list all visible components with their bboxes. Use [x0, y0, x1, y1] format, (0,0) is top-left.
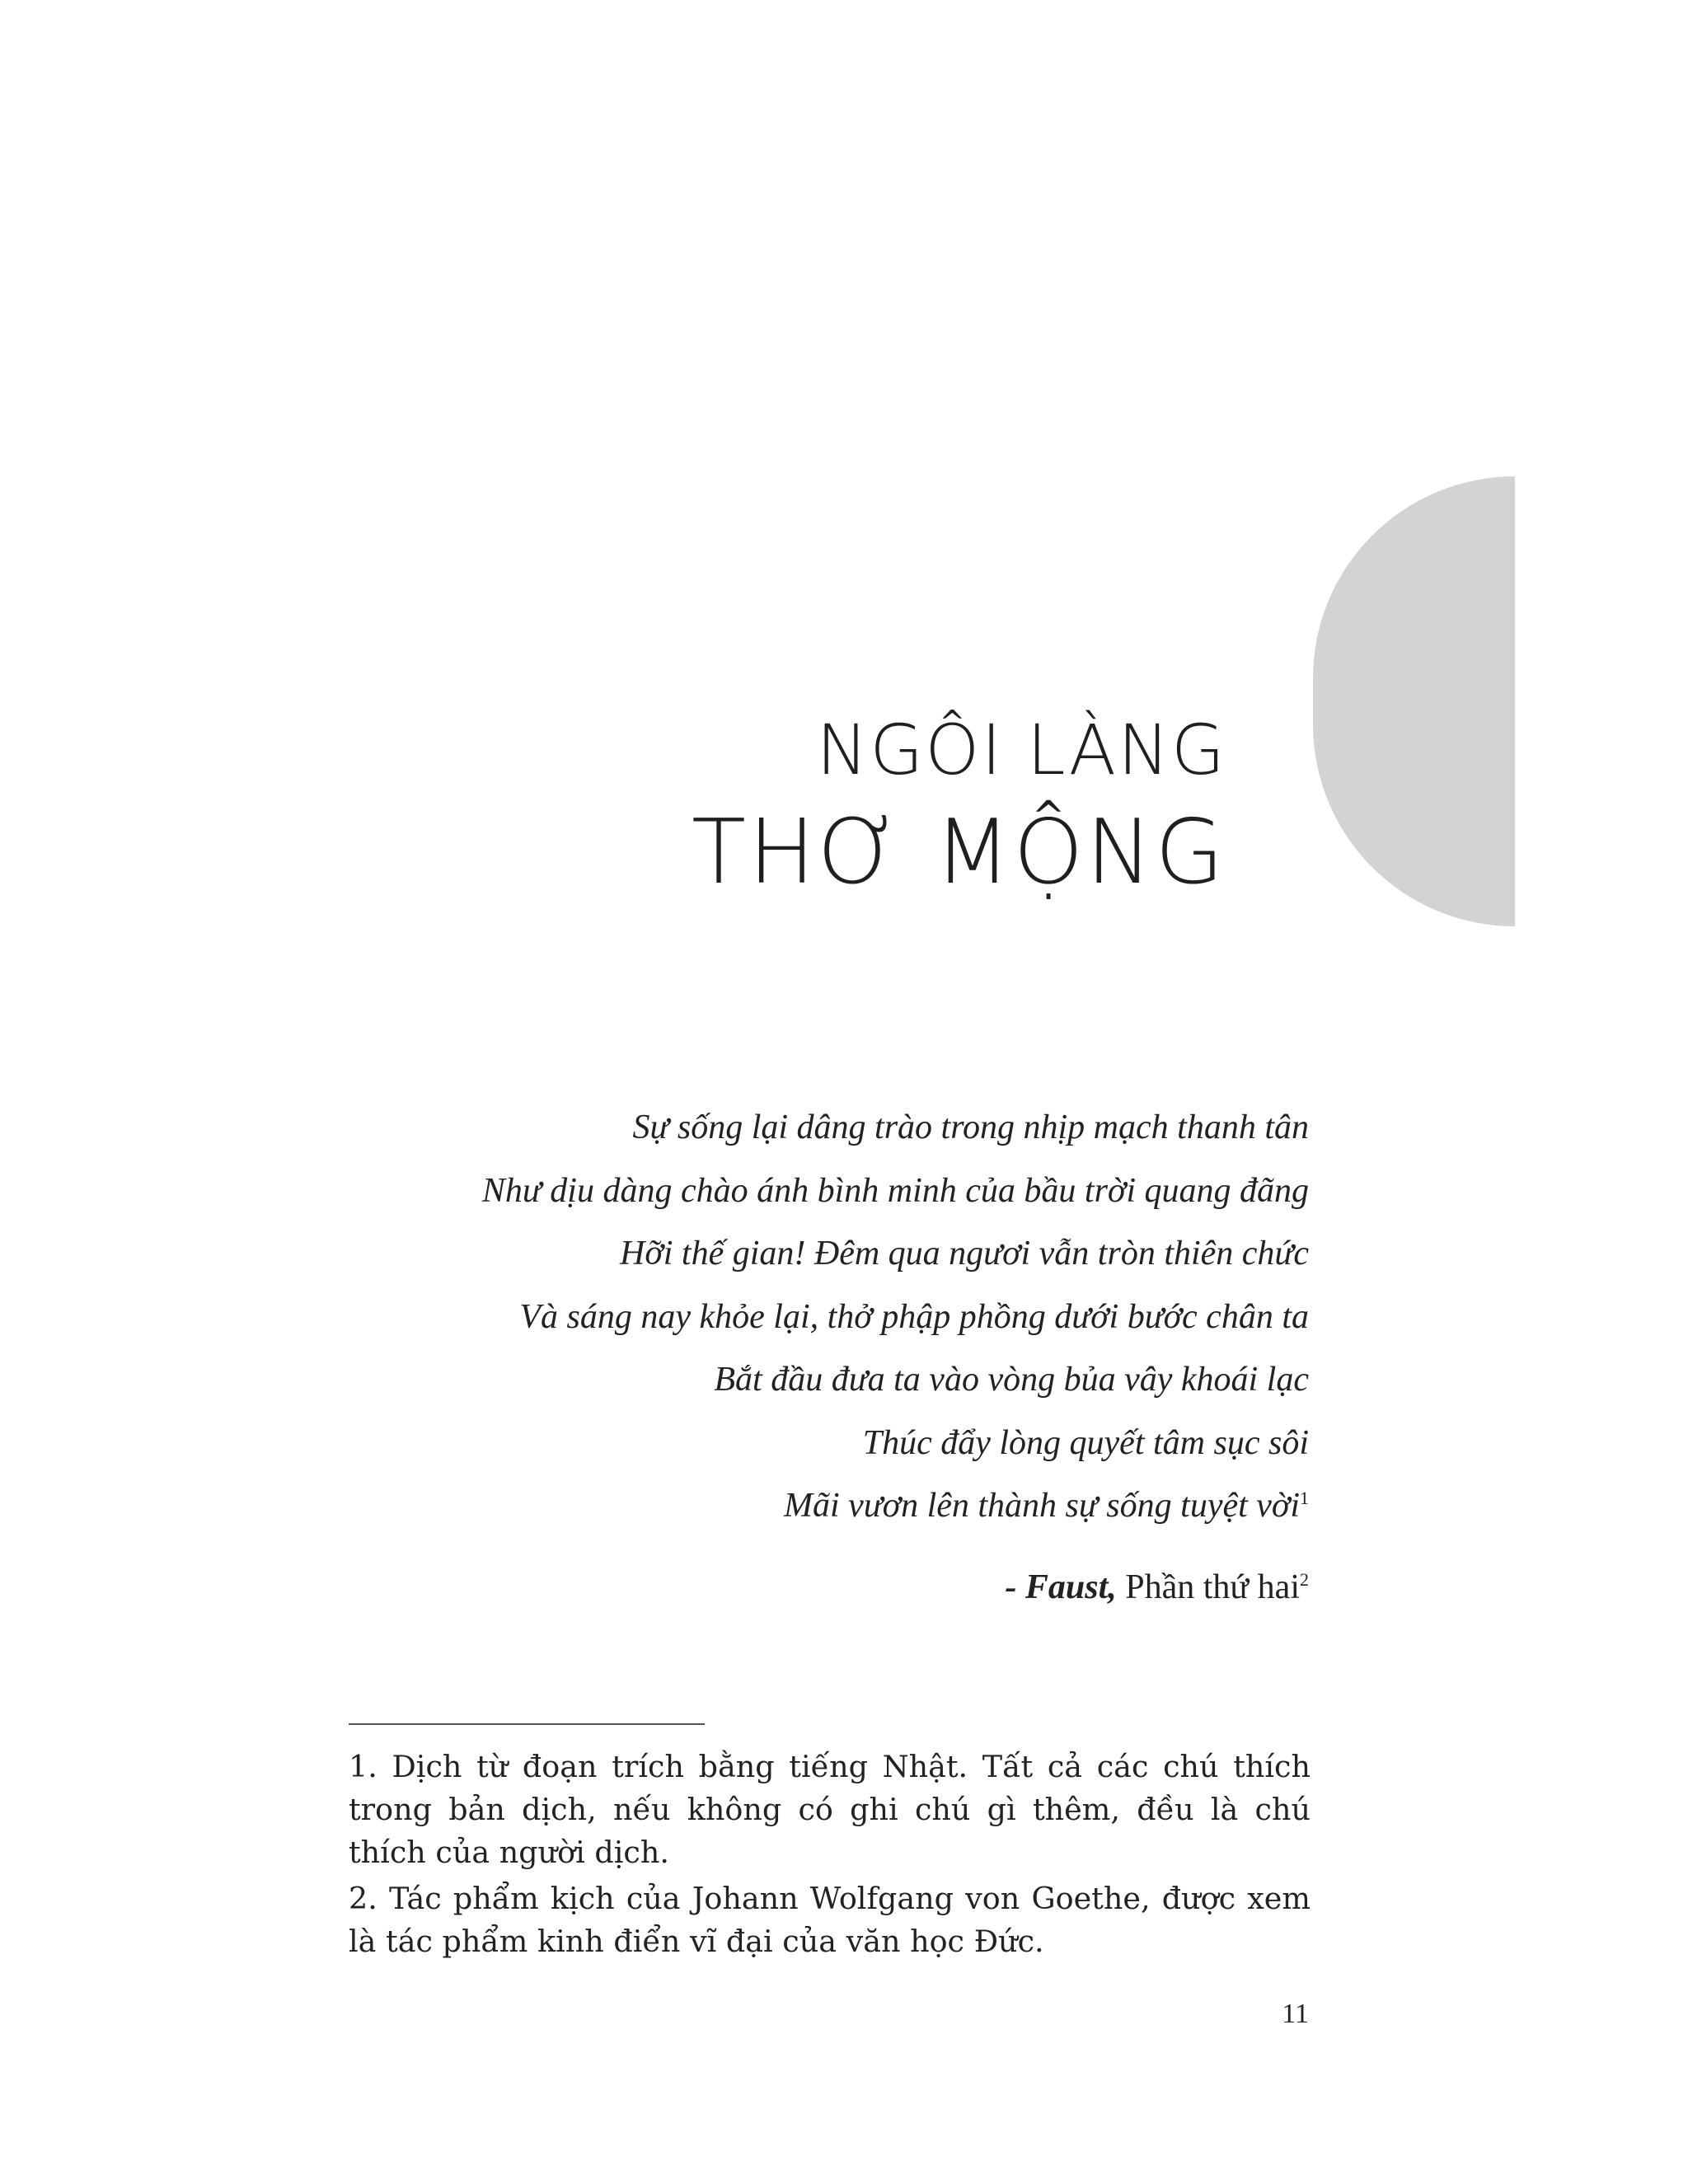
attribution-dash: - — [1005, 1568, 1025, 1606]
poem-line: Bắt đầu đưa ta vào vòng bủa vây khoái lạc — [714, 1361, 1309, 1399]
footnote-mark-1: 1 — [1300, 1488, 1309, 1508]
poem-line: Sự sống lại dâng trào trong nhịp mạch thanh tân — [632, 1108, 1309, 1146]
epigraph-attribution — [1005, 1563, 1309, 1612]
chapter-title-line-2: THƠ MỘNG — [691, 801, 1226, 904]
epigraph-poem — [482, 1096, 1309, 1538]
attribution-part: Phần thứ hai — [1116, 1568, 1300, 1606]
chapter-title — [692, 705, 1226, 911]
chapter-title-line-1: NGÔI LÀNG — [816, 710, 1226, 790]
decorative-half-circle — [1313, 476, 1515, 926]
poem-line: Và sáng nay khỏe lại, thở phập phồng dưới bước chân ta — [519, 1297, 1309, 1336]
poem-line: Như dịu dàng chào ánh bình minh của bầu trời quang đãng — [481, 1171, 1309, 1210]
poem-line-text: Mãi vươn lên thành sự sống tuyệt vời — [783, 1487, 1300, 1525]
poem-line-last — [482, 1474, 1309, 1538]
poem-line: Thúc đẩy lòng quyết tâm sục sôi — [862, 1423, 1309, 1462]
footnote-mark-2: 2 — [1300, 1569, 1309, 1590]
footnote-divider — [349, 1723, 705, 1725]
poem-line: Hỡi thế gian! Đêm qua ngươi vẫn tròn thiên chức — [619, 1235, 1309, 1272]
attribution-work-title: Faust, — [1025, 1568, 1117, 1606]
footnotes — [349, 1746, 1311, 1966]
footnote-1: 1. Dịch từ đoạn trích bằng tiếng Nhật. Tất cả các chú thích trong bản dịch, nếu không có ghi chú gì thêm, đều là chú thích của người dịch. — [349, 1749, 1311, 1870]
footnote-2: 2. Tác phẩm kịch của Johann Wolfgang von Goethe, được xem là tác phẩm kinh điển vĩ đại của văn học Đức. — [349, 1881, 1311, 1959]
page-number: 11 — [1282, 1999, 1309, 2029]
